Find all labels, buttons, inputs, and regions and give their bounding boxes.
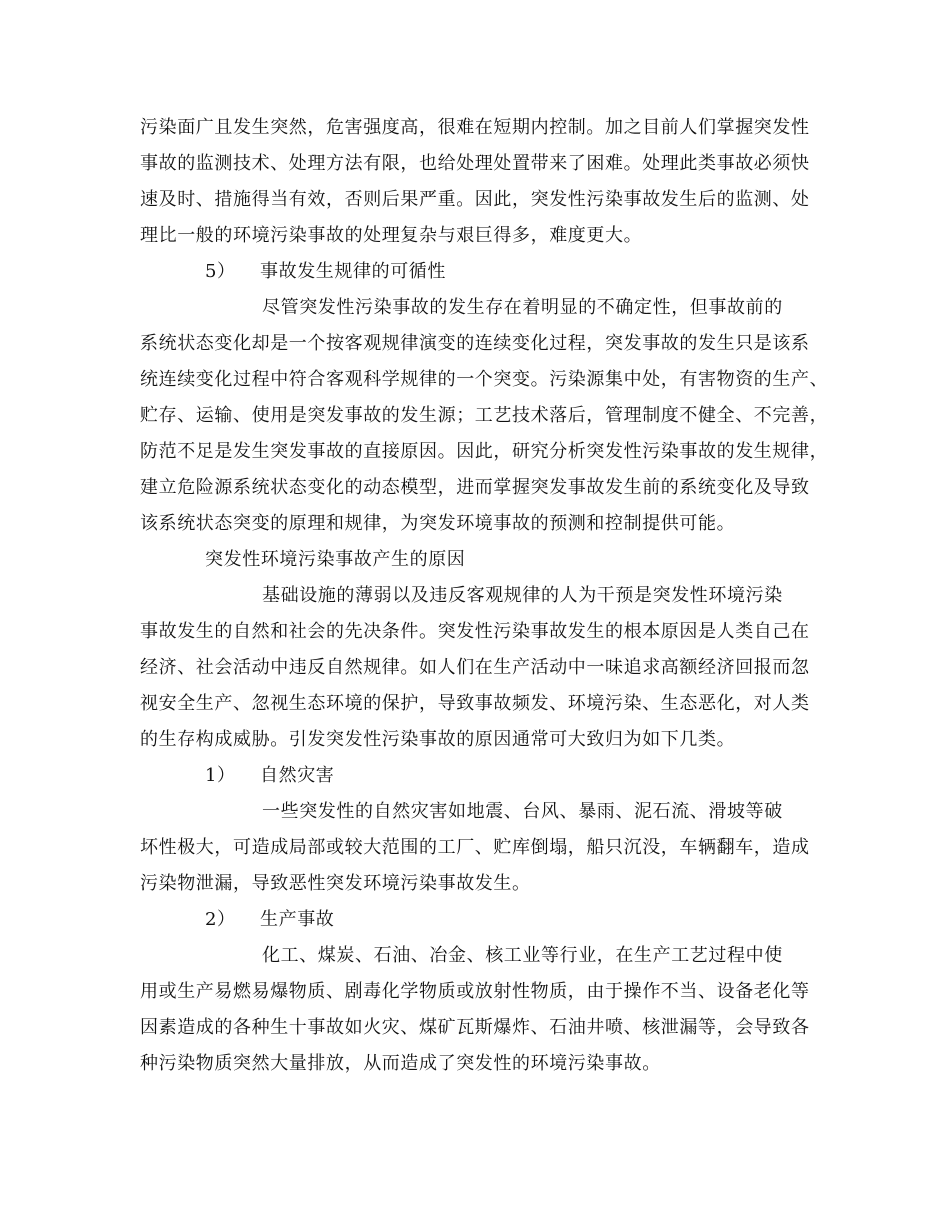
paragraph-line: 速及时、措施得当有效，否则后果严重。因此，突发性污染事故发生后的监测、处 xyxy=(140,189,810,210)
section-heading: 突发性环境污染事故产生的原因 xyxy=(205,549,466,570)
subheading-1 xyxy=(205,764,334,788)
subheading-5 xyxy=(205,260,446,284)
paragraph-line: 系统状态变化却是一个按客观规律演变的连续变化过程，突发事故的发生只是该系 xyxy=(140,333,810,354)
paragraph-line: 建立危险源系统状态变化的动态模型，进而掌握突发事故发生前的系统变化及导致 xyxy=(140,477,810,498)
paragraph-line: 因素造成的各种生十事故如火灾、煤矿瓦斯爆炸、石油井喷、核泄漏等，会导致各 xyxy=(140,1017,810,1038)
paragraph-line: 基础设施的薄弱以及违反客观规律的人为干预是突发性环境污染 xyxy=(262,585,783,606)
paragraph-line: 的生存构成威胁。引发突发性污染事故的原因通常可大致归为如下几类。 xyxy=(140,729,736,750)
paragraph-line: 一些突发性的自然灾害如地震、台风、暴雨、泥石流、滑坡等破 xyxy=(262,801,783,822)
subheading-number: 2） xyxy=(205,909,236,930)
paragraph-line: 尽管突发性污染事故的发生存在着明显的不确定性，但事故前的 xyxy=(262,297,783,318)
paragraph-line: 视安全生产、忽视生态环境的保护，导致事故频发、环境污染、生态恶化，对人类 xyxy=(140,693,810,714)
paragraph-line: 该系统状态突变的原理和规律，为突发环境事故的预测和控制提供可能。 xyxy=(140,513,736,534)
paragraph-line: 事故的监测技术、处理方法有限，也给处理处置带来了困难。处理此类事故必须快 xyxy=(140,153,810,174)
paragraph-line: 化工、煤炭、石油、冶金、核工业等行业，在生产工艺过程中使 xyxy=(262,945,783,966)
subheading-number: 1） xyxy=(205,765,236,786)
subheading-number: 5） xyxy=(205,261,236,282)
paragraph-line: 贮存、运输、使用是突发事故的发生源；工艺技术落后，管理制度不健全、不完善， xyxy=(140,405,829,426)
paragraph-line: 用或生产易燃易爆物质、剧毒化学物质或放射性物质，由于操作不当、设备老化等 xyxy=(140,981,810,1002)
paragraph-line: 统连续变化过程中符合客观科学规律的一个突变。污染源集中处，有害物资的生产、 xyxy=(140,369,829,390)
paragraph-line: 污染面广且发生突然，危害强度高，很难在短期内控制。加之目前人们掌握突发性 xyxy=(140,117,810,138)
subheading-2 xyxy=(205,908,334,932)
paragraph-line: 种污染物质突然大量排放，从而造成了突发性的环境污染事故。 xyxy=(140,1053,661,1074)
paragraph-line: 污染物泄漏，导致恶性突发环境污染事故发生。 xyxy=(140,873,531,894)
paragraph-line: 事故发生的自然和社会的先决条件。突发性污染事故发生的根本原因是人类自己在 xyxy=(140,621,810,642)
paragraph-line: 理比一般的环境污染事故的处理复杂与艰巨得多，难度更大。 xyxy=(140,225,643,246)
paragraph-line: 经济、社会活动中违反自然规律。如人们在生产活动中一味追求高额经济回报而忽 xyxy=(140,657,810,678)
paragraph-line: 坏性极大，可造成局部或较大范围的工厂、贮库倒塌，船只沉没，车辆翻车，造成 xyxy=(140,837,810,858)
paragraph-line: 防范不足是发生突发事故的直接原因。因此，研究分析突发性污染事故的发生规律， xyxy=(140,441,829,462)
subheading-text: 自然灾害 xyxy=(260,765,335,786)
subheading-text: 生产事故 xyxy=(260,909,335,930)
subheading-text: 事故发生规律的可循性 xyxy=(260,261,446,282)
